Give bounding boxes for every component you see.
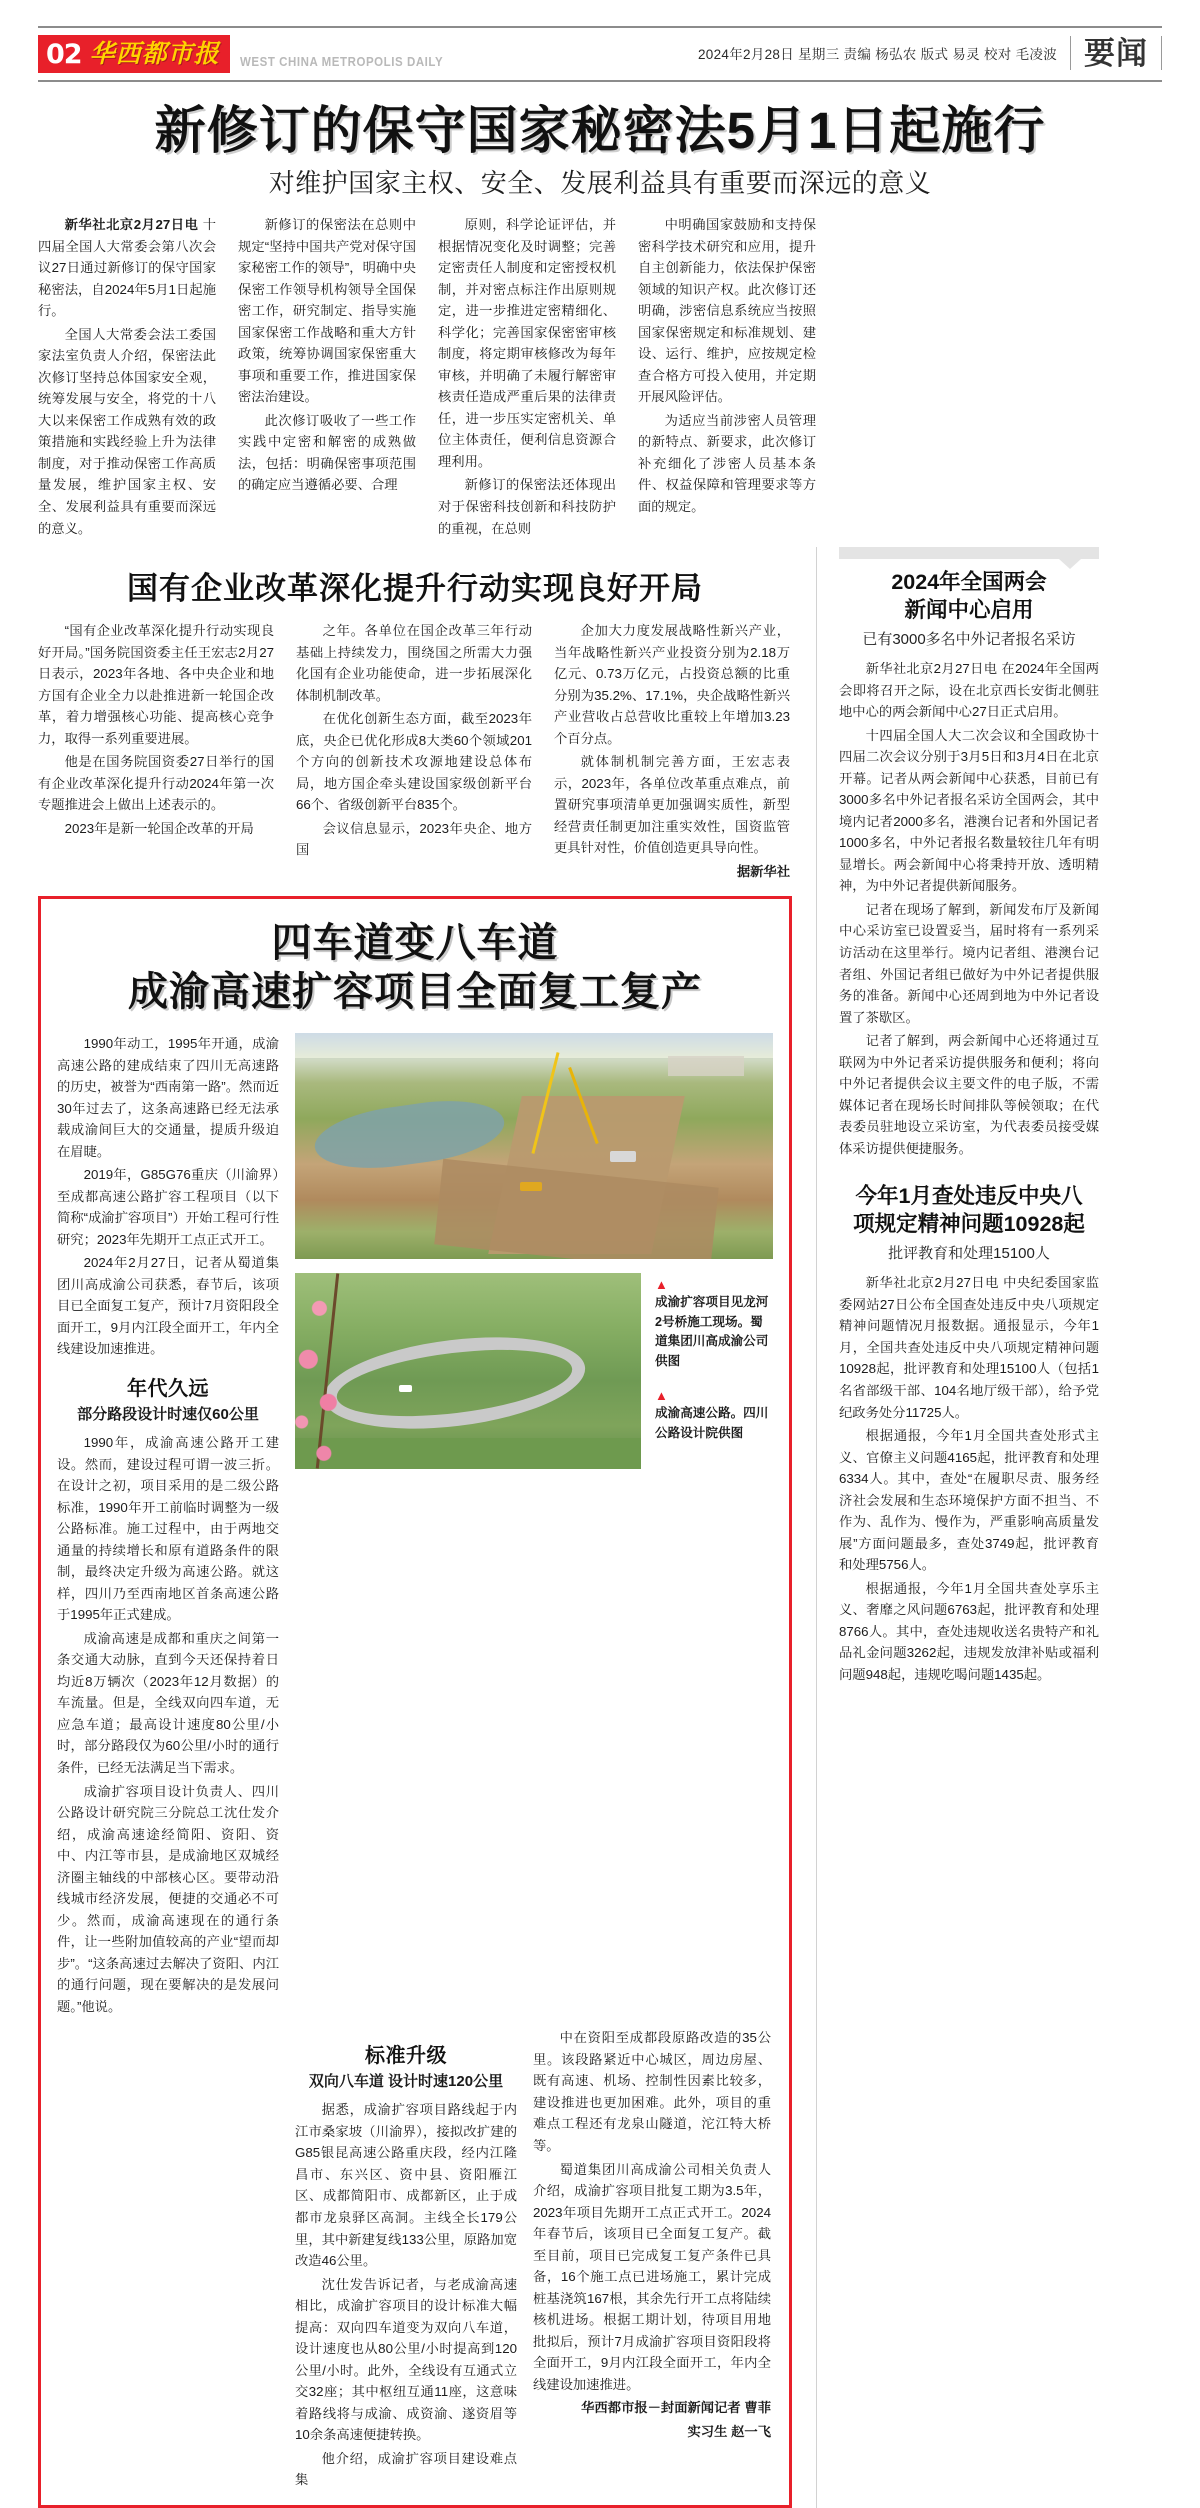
photo1-truck bbox=[610, 1151, 636, 1162]
main-left-block bbox=[38, 547, 792, 2508]
story2-para: 之年。各单位在国企改革三年行动基础上持续发力，围绕国之所需大力强化国有企业功能使命，进一步拓展深化体制机制改革。 bbox=[296, 623, 532, 703]
rail-item1-para: 记者在现场了解到，新闻发布厅及新闻中心采访室已设置妥当，届时将有一系列采访活动在这里举行。境内记者组、港澳台记者组、外国记者组已做好为中外记者提供服务的准备。新闻中心还周到地为中外记者设置了茶歇区。 bbox=[839, 901, 1099, 1025]
feature-headline bbox=[57, 919, 773, 1017]
rail-item1-headline-line1: 2024年全国两会 bbox=[891, 570, 1047, 595]
lead-para: 全国人大常委会法工委国家法室负责人介绍，保密法此次修订坚持总体国家安全观，统筹发展与安全，将党的十八大以来保密工作成熟有效的政策措施和实践经验上升为法律制度，对于推动保密工作高质量发展，维护国家主权、安全、发展利益具有重要而深远的意义。 bbox=[38, 326, 216, 536]
feature-bottom-row bbox=[57, 2027, 773, 2493]
story2-headline: 国有企业改革深化提升行动实现良好开局 bbox=[127, 571, 703, 607]
story2-para: 2023年是新一轮国企改革的开局 bbox=[64, 820, 254, 836]
caption-1-text: 成渝扩容项目见龙河2号桥施工现场。蜀道集团川高成渝公司供图 bbox=[655, 1295, 769, 1368]
rail-item2-para: 根据通报，今年1月全国共查处形式主义、官僚主义问题4165起，批评教育和处理6334人。其中，查处“在履职尽责、服务经济社会发展和生态环境保护方面不担当、不作为、乱作为、慢作为，严重影响高质量发展”方面问题最多，查处3749起，批评教育和处理5756人。 bbox=[839, 1428, 1099, 1573]
photo1-village bbox=[668, 1056, 744, 1076]
caption-2 bbox=[655, 1389, 773, 1443]
lead-headline: 新修订的保守国家秘密法5月1日起施行 bbox=[154, 102, 1046, 159]
rail-item1-headline bbox=[839, 569, 1099, 624]
lead-para: 为适应当前涉密人员管理的新特点、新要求，此次修订补充细化了涉密人员基本条件、权益保障和管理要求等方面的规定。 bbox=[638, 412, 816, 515]
rail-gap bbox=[839, 1161, 1099, 1175]
story2-para: 在优化创新生态方面，截至2023年底，央企已优化形成8大类60个领域201个方向的创新技术攻源地建设总体布局，地方国企牵头建设国家级创新平台66个、省级创新平台835个。 bbox=[296, 711, 532, 813]
photo1-excavator bbox=[520, 1182, 542, 1191]
photo1-roadbed-2 bbox=[435, 1159, 720, 1259]
feature-byline-1: 华西都市报－封面新闻记者 曹菲 bbox=[581, 2400, 771, 2416]
dateline-1: 新华社北京2月27日电 bbox=[64, 217, 199, 233]
feature-para: 据悉，成渝扩容项目路线起于内江市桑家坡（川渝界），接拟改扩建的G85银昆高速公路重庆段，经内江隆昌市、东兴区、资中县、资阳雁江区、成都简阳市、成都新区，止于成都市龙泉驿区高洞。主线全长179公里，其中新建复线133公里，原路加宽改造46公里。 bbox=[295, 2102, 517, 2269]
rail-item2-subhead: 批评教育和处理15100人 bbox=[888, 1245, 1050, 1263]
masthead-brand bbox=[38, 35, 460, 73]
feature-photo-column bbox=[295, 1033, 773, 2019]
photo2-peach-blossom bbox=[295, 1273, 406, 1469]
feature-box bbox=[38, 896, 792, 2507]
story2-para: 企加大力度发展战略性新兴产业，当年战略性新兴产业投资分别为2.18万亿元、0.73万亿元，占投资总额的比重分别为35.2%、17.1%，央企战略性新兴产业营收占总营收比重较上年增加3.23个百分点。 bbox=[554, 623, 790, 746]
feature-headline-line1: 四车道变八车道 bbox=[271, 921, 559, 966]
rail-item2-headline bbox=[839, 1183, 1099, 1238]
feature-sub1: 年代久远 bbox=[127, 1378, 209, 1401]
feature-para: 2019年，G85G76重庆（川渝界）至成都高速公路扩容工程项目（以下简称“成渝扩容项目”）开始工程可行性研究；2023年先期开工点正式开工。 bbox=[57, 1167, 279, 1247]
story2-para: “国有企业改革深化提升行动实现良好开局。”国务院国资委主任王宏志2月27日表示，2023年各地、各中央企业和地方国有企业全力以赴推进新一轮国企改革，着力增强核心功能、提高核心竞争力，取得一系列重要进展。 bbox=[38, 623, 274, 746]
rail-item1-subhead: 已有3000多名中外记者报名采访 bbox=[862, 631, 1076, 649]
lead-para: 原则，科学论证评估，并根据情况变化及时调整；完善定密责任人制度和定密授权机制，并对密点标注作出原则规定，进一步推进定密精细化、科学化；完善国家保密密审核制度，将定期审核修改为每年审核，并明确了未履行解密审核责任造成严重后果的法律责任，进一步压实定密机关、单位主体责任，便利信息资源合理利用。 bbox=[438, 217, 616, 469]
feature-headline-line2: 成渝高速扩容项目全面复工复产 bbox=[128, 970, 702, 1015]
feature-sub2b: 双向八车道 设计时速120公里 bbox=[308, 2073, 504, 2091]
feature-para: 成渝扩容项目设计负责人、四川公路设计研究院三分院总工沈仕发介绍，成渝高速途经简阳、资阳、资中、内江等市县，是成渝地区双城经济圈主轴线的中部核心区。要带动沿线城市经济发展，便捷的交通必不可少。然而，成渝高速现在的通行条件，让一些附加值较高的产业“望而却步”。“这条高速过去解决了资阳、内江的通行问题，现在要解决的是发展问题。”他说。 bbox=[57, 1783, 279, 2014]
lead-para: 此次修订吸收了一些工作实践中定密和解密的成熟做法，包括：明确保密事项范围的确定应当遵循必要、合理 bbox=[238, 412, 416, 493]
issue-meta: 2024年2月28日 星期三 责编 杨弘农 版式 易灵 校对 毛凌波 bbox=[697, 47, 1057, 62]
lead-story-columns bbox=[38, 214, 1162, 541]
story2-col-2 bbox=[296, 620, 532, 884]
story2-col-1 bbox=[38, 620, 274, 884]
photo2-wrap bbox=[295, 1273, 641, 1469]
rail-item1-para: 新华社北京2月27日电 在2024年全国两会即将召开之际，设在北京西长安街北侧驻地中心的两会新闻中心27日正式启用。 bbox=[839, 661, 1099, 720]
section-name: 要闻 bbox=[1084, 35, 1148, 71]
lead-subhead: 对维护国家主权、安全、发展利益具有重要而深远的意义 bbox=[268, 168, 932, 199]
paper-name-en: WEST CHINA METROPOLIS DAILY bbox=[239, 55, 443, 69]
photo1-sky bbox=[295, 1033, 773, 1058]
story2-para: 就体制机制完善方面，王宏志表示，2023年，各单位改革重点难点，前置研究事项清单更加强调实质性，新型经营责任制更加注重实效性，国资监管更具针对性，价值创造更具导向性。 bbox=[554, 754, 790, 856]
feature-para: 蜀道集团川高成渝公司相关负责人介绍，成渝扩容项目批复工期为3.5年，2023年项目先期开工点正式开工。2024年春节后，该项目已全面复工复产。截至目前，项目已完成复工复产条件已具备，16个施工点已进场施工，累计完成桩基浇筑167根，其余先行开工点将陆续核机进场。根据工期计划，待项目用地批拟后，预计7月成渝扩容项目资阳段将全面开工，9月内江段全面开工，年内全线建设加速推进。 bbox=[533, 2161, 771, 2392]
rail-item1-para: 记者了解到，两会新闻中心还将通过互联网为中外记者采访提供服务和便利；将向中外记者提供会议主要文件的电子版，不需媒体记者在现场长时间排队等候领取；在代表委员驻地设立采访室，为代表委员接受媒体采访提供便捷服务。 bbox=[839, 1033, 1099, 1156]
right-rail bbox=[816, 547, 1099, 2508]
photo-construction-site bbox=[295, 1033, 773, 1259]
rail-item2-headline-line2: 项规定精神问题10928起 bbox=[853, 1211, 1085, 1236]
paper-name-cn: 华西都市报 bbox=[89, 39, 220, 68]
masthead-divider bbox=[1070, 36, 1071, 70]
story2-col-3 bbox=[554, 620, 790, 884]
rail-item1-para: 十四届全国人大二次会议和全国政协十四届二次会议分别于3月5日和3月4日在北京开幕。记者从两会新闻中心获悉，目前已有3000多名中外记者报名采访全国两会，其中境内记者2000多名，港澳台记者和外国记者1000多名，中外记者报名数量较往几年有明显增长。两会新闻中心将秉持开放、透明精神，为中外记者提供新闻服务。 bbox=[839, 727, 1099, 894]
caption-triangle-icon-2: ▲ bbox=[655, 1388, 668, 1404]
lead-col-2 bbox=[238, 214, 416, 541]
feature-para: 1990年，成渝高速公路开工建设。然而，建设过程可谓一波三折。在设计之初，项目采用的是二级公路标准，1990年开工前临时调整为一级公路标准。施工过程中，由于两地交通量的持续增长和原有道路条件的限制，最终决定升级为高速公路。就这样，四川乃至西南地区首条高速公路于1995年正式建成。 bbox=[57, 1435, 279, 1623]
feature-sub1b: 部分路段设计时速仅60公里 bbox=[77, 1406, 259, 1424]
rail-item1-headline-line2: 新闻中心启用 bbox=[904, 597, 1034, 622]
newspaper-page bbox=[0, 26, 1200, 2488]
feature-para: 中在资阳至成都段原路改造的35公里。该段路紧近中心城区，周边房屋、既有高速、机场、控制性因素比较多，建设推进也更加困难。此外，项目的重难点工程还有龙泉山隧道，沱江特大桥等。 bbox=[533, 2030, 771, 2154]
rail-item2-para: 新华社北京2月27日电 中央纪委国家监委网站27日公布全国查处违反中央八项规定精神问题情况月报数据。通报显示，今年1月，全国共查处违反中央八项规定精神问题10928起，批评教育和处理15100人（包括1名省部级干部、104名地厅级干部），给予党纪政务处分11725人。 bbox=[839, 1275, 1099, 1420]
masthead bbox=[38, 28, 1162, 80]
feature-bottom-col-2 bbox=[295, 2027, 517, 2493]
lead-para: 新修订的保密法还体现出对于保密科技创新和科技防护的重视，在总则 bbox=[438, 477, 616, 536]
masthead-bottom-rule bbox=[38, 80, 1162, 82]
rail-item2-headline-line1: 今年1月查处违反中央八 bbox=[855, 1184, 1083, 1209]
story2-credit: 据新华社 bbox=[736, 863, 790, 879]
feature-para: 沈仕发告诉记者，与老成渝高速相比，成渝扩容项目的设计标准大幅提高：双向四车道变为双向八车道，设计速度也从80公里/小时提高到120公里/小时。此外，全线设有互通式立交32座；其中枢纽互通11座，这意味着路线将与成渝、成资渝、遂资眉等10余条高速便捷转换。 bbox=[295, 2276, 517, 2443]
lead-col-1: 新华社北京2月27日电 十四届全国人大常委会第八次会议27日通过新修订的保守国家秘密法，自2024年5月1日起施行。 全国人大常委会法工委国家法室负责人介绍，保密法此次修订坚持总体国家安全观，统筹发展与安全，将党的十八大以来保密工作成熟有效的政策措施和实践经验上升为法律制度，对于推动保密工作高质量发展，维护国家主权、安全、发展利益具有重要而深远的意义。 bbox=[38, 214, 216, 541]
feature-photo2-row bbox=[295, 1273, 773, 1469]
rail-banner-1 bbox=[839, 547, 1099, 559]
caption-1 bbox=[655, 1278, 773, 1371]
rail-item2-para: 根据通报，今年1月全国共查处享乐主义、奢靡之风问题6763起，批评教育和处理8766人。其中，查处违规收送名贵特产和礼品礼金问题3262起，违规发放津补贴或福利问题948起，违规吃喝问题1435起。 bbox=[839, 1580, 1099, 1682]
caption-triangle-icon: ▲ bbox=[655, 1277, 668, 1293]
lead-para: 新修订的保密法在总则中规定“坚持中国共产党对保守国家秘密工作的领导”，明确中央保密工作领导机构领导全国保密工作，研究制定、指导实施国家保密工作战略和重大方针政策，统筹协调国家保密重大事项和重要工作，推进国家保密法治建设。 bbox=[238, 217, 416, 405]
feature-captions bbox=[655, 1273, 773, 1469]
lead-col-3 bbox=[438, 214, 616, 541]
feature-para: 成渝高速是成都和重庆之间第一条交通大动脉，直到今天还保持着日均近8万辆次（2023年12月数据）的车流量。但是，全线双向四车道，无应急车道；最高设计速度80公里/小时，部分路段仅为60公里/小时的通行条件，已经无法满足当下需求。 bbox=[57, 1630, 279, 1775]
caption-2-text: 成渝高速公路。四川公路设计院供图 bbox=[655, 1406, 769, 1440]
page-number: 02 bbox=[46, 38, 82, 70]
page-flag bbox=[38, 35, 230, 73]
lead-col-4 bbox=[638, 214, 816, 541]
masthead-meta-group bbox=[698, 36, 1162, 72]
lead-para: 中明确国家鼓励和支持保密科学技术研究和应用，提升自主创新能力，依法保护保密领域的知识产权。此次修订还明确，涉密信息系统应当按照国家保密规定和标准规划、建设、运行、维护，应按规定检查合格方可投入使用，并定期开展风险评估。 bbox=[638, 217, 816, 405]
feature-bottom-spacer bbox=[57, 2027, 279, 2493]
story2-para: 会议信息显示，2023年央企、地方国 bbox=[296, 820, 532, 858]
feature-para: 他介绍，成渝扩容项目建设难点集 bbox=[295, 2450, 517, 2488]
feature-top-row bbox=[57, 1033, 773, 2019]
feature-intro-column bbox=[57, 1033, 279, 2019]
story2-columns bbox=[38, 620, 792, 884]
feature-para: 1990年动工，1995年开通，成渝高速公路的建成结束了四川无高速路的历史，被誉为“西南第一路”。然而近30年过去了，这条高速路已经无法承载成渝间巨大的交通量，提质升级迫在眉睫。 bbox=[57, 1036, 279, 1159]
masthead-divider-2 bbox=[1161, 36, 1162, 70]
feature-para: 2024年2月27日，记者从蜀道集团川高成渝公司获悉，春节后，该项目已全面复工复产，预计7月资阳段全面开工，9月内江段全面开工，年内全线建设加速推进。 bbox=[57, 1255, 279, 1357]
photo-highway-curve bbox=[295, 1273, 641, 1469]
feature-bottom-col-3 bbox=[533, 2027, 771, 2493]
feature-byline-2: 实习生 赵一飞 bbox=[687, 2423, 771, 2439]
story2-para: 他是在国务院国资委27日举行的国有企业改革深化提升行动2024年第一次专题推进会上做出上述表示的。 bbox=[38, 754, 274, 813]
lower-page-body bbox=[38, 547, 1162, 2508]
feature-sub2: 标准升级 bbox=[365, 2045, 447, 2068]
